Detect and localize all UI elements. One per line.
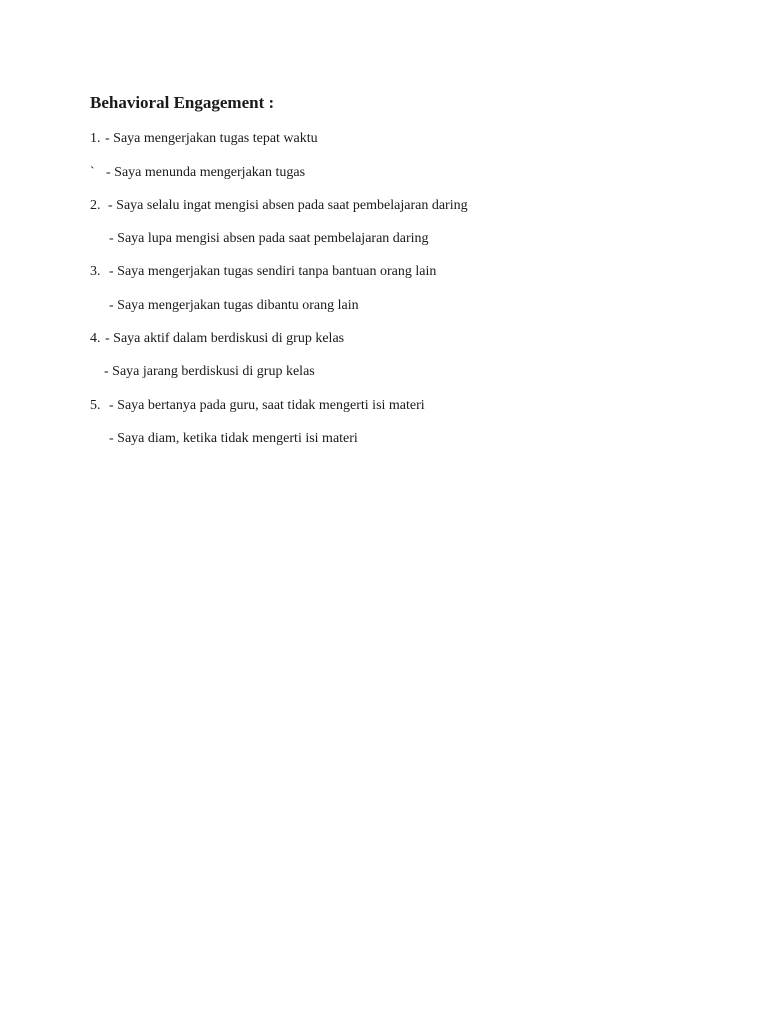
item-text: - Saya mengerjakan tugas sendiri tanpa bantuan orang lain xyxy=(109,264,437,279)
item-text: - Saya lupa mengisi absen pada saat pembelajaran daring xyxy=(109,231,429,246)
list-item xyxy=(109,430,358,448)
item-text: - Saya diam, ketika tidak mengerti isi materi xyxy=(109,431,358,446)
item-number: 2. xyxy=(90,198,101,213)
list-item xyxy=(90,164,305,182)
list-item xyxy=(90,130,318,148)
list-item xyxy=(90,330,344,348)
list-item xyxy=(90,197,468,215)
item-text: - Saya menunda mengerjakan tugas xyxy=(106,165,306,180)
item-number: 5. xyxy=(90,398,101,413)
item-text: - Saya bertanya pada guru, saat tidak mengerti isi materi xyxy=(109,398,425,413)
list-item xyxy=(104,363,315,381)
item-text: - Saya mengerjakan tugas tepat waktu xyxy=(105,131,318,146)
item-text: - Saya selalu ingat mengisi absen pada saat pembelajaran daring xyxy=(108,198,468,213)
item-number: 1. xyxy=(90,131,101,146)
item-text: - Saya jarang berdiskusi di grup kelas xyxy=(104,364,315,379)
item-text: - Saya mengerjakan tugas dibantu orang lain xyxy=(109,298,359,313)
item-number: 3. xyxy=(90,264,101,279)
item-text: - Saya aktif dalam berdiskusi di grup kelas xyxy=(105,331,345,346)
list-item xyxy=(109,297,359,315)
section-heading: Behavioral Engagement : xyxy=(90,93,275,112)
list-item xyxy=(90,397,425,415)
item-number: 4. xyxy=(90,331,101,346)
item-number: ` xyxy=(90,165,95,180)
list-item xyxy=(109,230,429,248)
list-item xyxy=(90,263,436,281)
